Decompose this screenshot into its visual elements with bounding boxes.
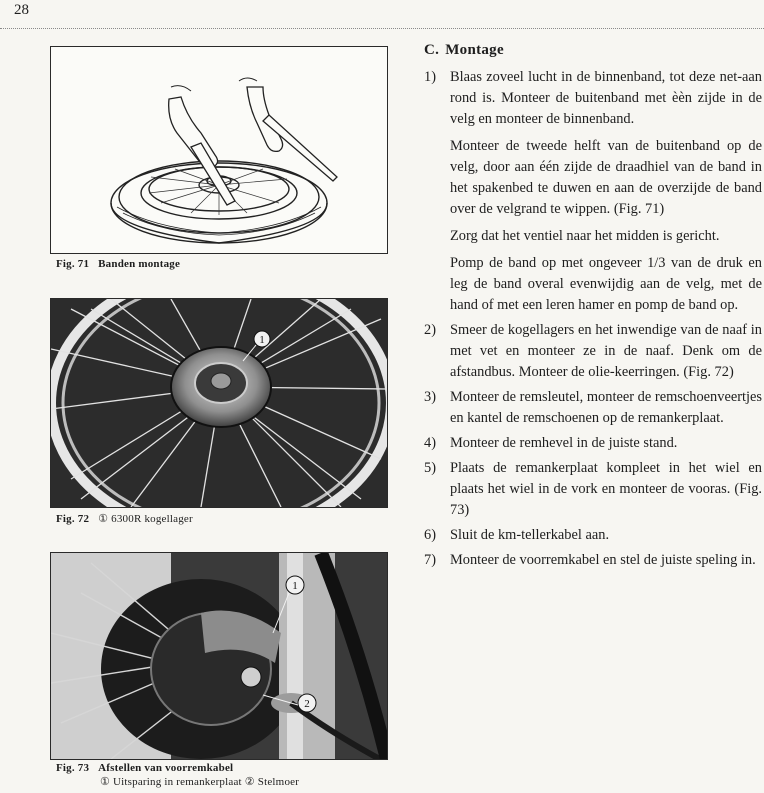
step-2: [424, 320, 762, 383]
figure-73-caption: [56, 762, 396, 788]
figure-73-callouts: ① Uitsparing in remankerplaat ② Stelmoer: [100, 776, 300, 788]
step-number: 3): [424, 389, 436, 405]
step-paragraph: Sluit de km-tellerkabel aan.: [450, 527, 610, 543]
section-title: Montage: [445, 42, 504, 58]
figure-72-marker-1: 1: [259, 334, 265, 346]
figure-72-caption: [56, 512, 193, 525]
figure-73-marker-2: 2: [304, 698, 310, 710]
step-paragraph: Pomp de band op met ongeveer 1/3 van de druk en leg de band overal evenwijdig aan de velg, met de hand of met een leren hamer en pomp de band op.: [450, 255, 762, 313]
figure-71-title: Banden montage: [98, 258, 181, 270]
step-paragraph: Monteer de remsleutel, monteer de remschoenveertjes en kantel de remschoenen op de remankerplaat.: [450, 389, 762, 426]
step-paragraph: Monteer de tweede helft van de buitenband op de velg, door aan één zijde de draadhiel van de band in het spakenbed te duwen en aan de overzijde de band over de velgrand te wippen. (Fig. 71): [450, 138, 762, 217]
page-number: 28: [14, 2, 29, 18]
figure-73-number: Fig. 73: [56, 762, 90, 774]
step-1: [424, 67, 762, 316]
step-paragraph: Blaas zoveel lucht in de binnenband, tot deze net-aan rond is. Monteer de buitenband met èèn zijde in de velg en monteer de binnenband.: [450, 69, 762, 127]
step-paragraph: Monteer de remhevel in de juiste stand.: [450, 435, 678, 451]
step-number: 4): [424, 435, 436, 451]
header-rule: [0, 28, 764, 29]
step-paragraph: Plaats de remankerplaat kompleet in het wiel en plaats het wiel in de vork en monteer de vooras. (Fig. 73): [450, 460, 762, 518]
figure-72-callout: ① 6300R kogellager: [98, 513, 193, 525]
step-paragraph: Zorg dat het ventiel naar het midden is gericht.: [450, 228, 720, 244]
step-paragraph: Monteer de voorremkabel en stel de juiste speling in.: [450, 552, 756, 568]
section-heading: [424, 40, 762, 61]
step-5: [424, 458, 762, 521]
figure-71-illustration: [50, 46, 388, 254]
step-6: [424, 525, 762, 546]
step-paragraph: Smeer de kogellagers en het inwendige van de naaf in met vet en monteer ze in de naaf. Denk om de afstandbus. Monteer de olie-keerringen. (Fig. 72): [450, 322, 762, 380]
step-number: 5): [424, 460, 436, 476]
step-7: [424, 550, 762, 571]
figure-72-photo: [50, 298, 388, 508]
figure-71-number: Fig. 71: [56, 258, 90, 270]
figure-73-photo: [50, 552, 388, 760]
figure-71-caption: [56, 258, 180, 270]
step-number: 6): [424, 527, 436, 543]
step-number: 2): [424, 322, 436, 338]
figure-72-number: Fig. 72: [56, 513, 90, 525]
figure-73-title: Afstellen van voorremkabel: [98, 762, 234, 774]
instructions-column: [424, 40, 762, 575]
figure-73-marker-1: 1: [292, 580, 298, 592]
section-letter: C.: [424, 42, 440, 58]
step-number: 7): [424, 552, 436, 568]
step-3: [424, 387, 762, 429]
step-4: [424, 433, 762, 454]
step-number: 1): [424, 69, 436, 85]
